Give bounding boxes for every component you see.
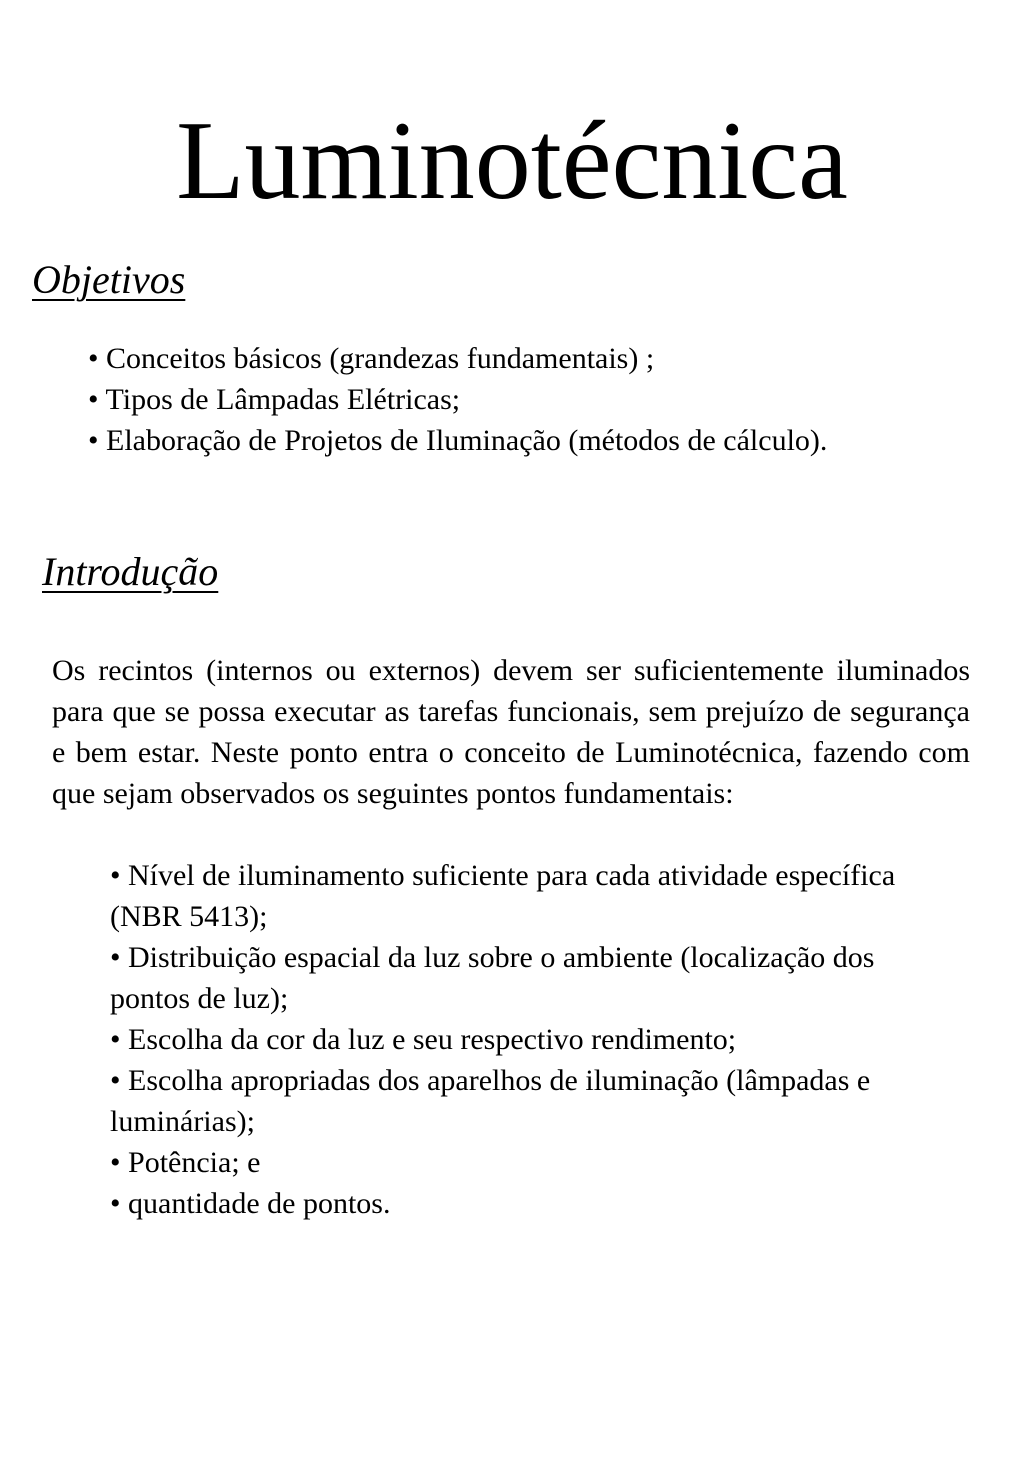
page-title: Luminotécnica xyxy=(176,99,848,223)
introducao-heading: Introdução xyxy=(42,549,219,594)
objectives-list xyxy=(88,338,827,461)
fundamental-point: • Escolha da cor da luz e seu respectivo rendimento; xyxy=(110,1019,960,1060)
objective-item: • Conceitos básicos (grandezas fundamentais) ; xyxy=(88,338,827,379)
objective-item: • Tipos de Lâmpadas Elétricas; xyxy=(88,379,827,420)
fundamental-point: • Escolha apropriadas dos aparelhos de iluminação (lâmpadas e luminárias); xyxy=(110,1060,960,1142)
objetivos-heading: Objetivos xyxy=(32,257,186,302)
fundamental-point: • Distribuição espacial da luz sobre o ambiente (localização dos pontos de luz); xyxy=(110,937,960,1019)
fundamental-point: • Nível de iluminamento suficiente para cada atividade específica (NBR 5413); xyxy=(110,855,960,937)
fundamental-point: • quantidade de pontos. xyxy=(110,1183,960,1224)
intro-paragraph: Os recintos (internos ou externos) devem ser suficientemente iluminados para que se possa executar as tarefas funcionais, sem prejuízo de segurança e bem estar. Neste ponto entra o conceito de Luminotécnica, fazendo com que sejam observados os seguintes pontos fundamentais: xyxy=(52,654,970,810)
fundamental-point: • Potência; e xyxy=(110,1142,960,1183)
objective-item: • Elaboração de Projetos de Iluminação (métodos de cálculo). xyxy=(88,420,827,461)
fundamental-points-list xyxy=(110,855,960,1224)
